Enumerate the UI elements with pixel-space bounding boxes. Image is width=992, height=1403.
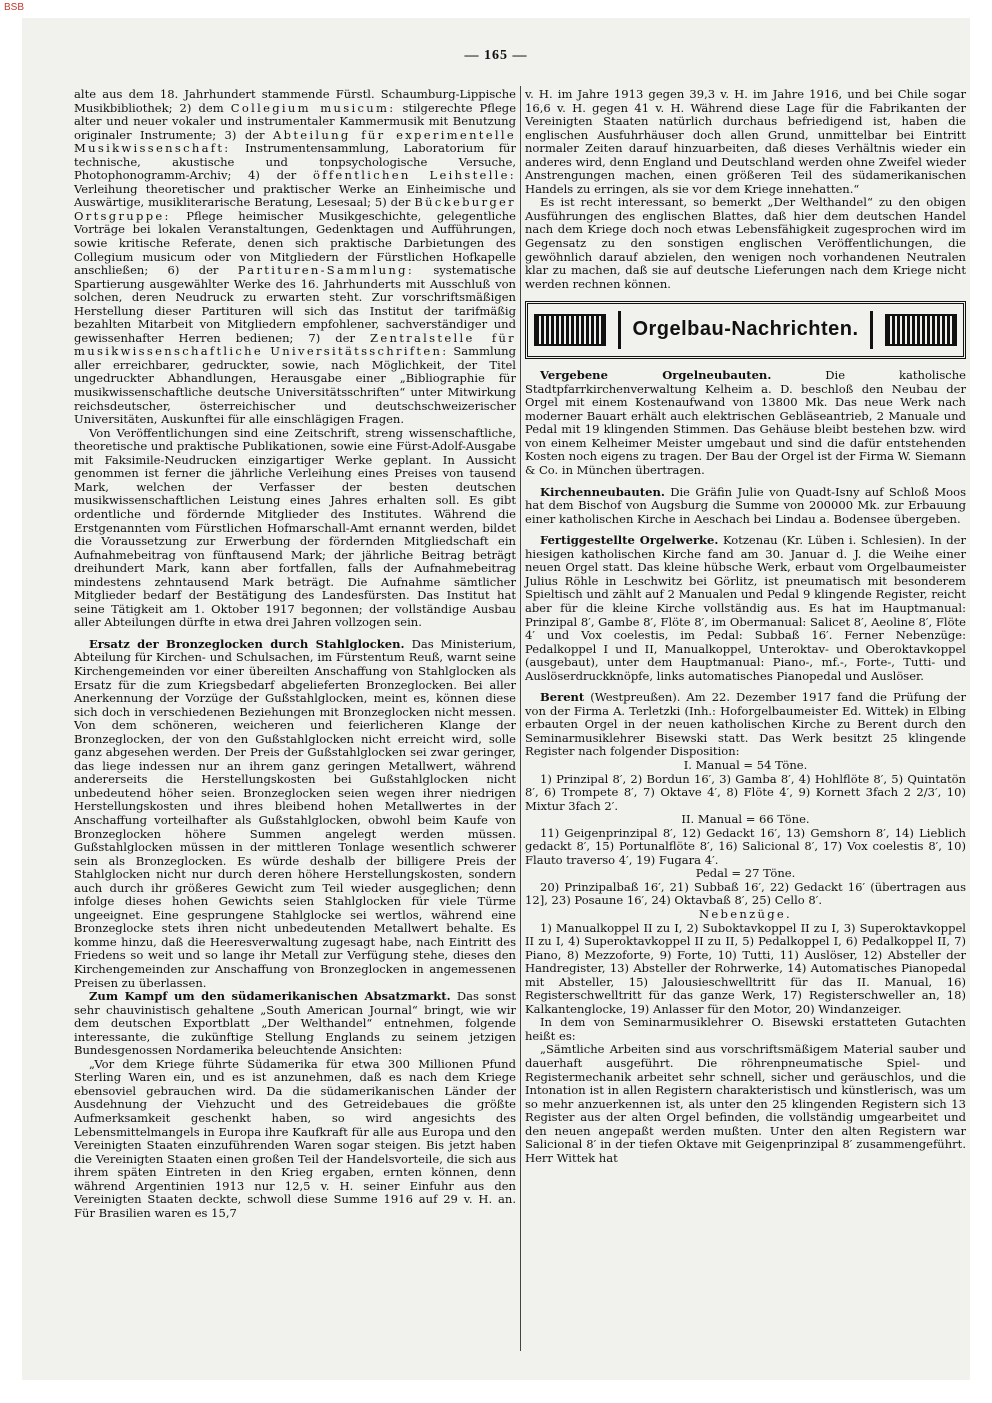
publications-paragraph: Von Veröffentlichungen sind eine Zeitschrift, streng wissenschaftliche, theoretische und praktische Publikationen, sowie eine Fürst-Adolf-Ausgabe mit Faksimile-Neudrucken einzigartiger Werke geplant. In Aussicht genommen ist ferner die jährliche Verleihung eines Preises von tausend Mark, welchen der Verfasser der besten deutschen musikwissenschaftlichen Leistung eines Jahres erhalten soll. Es gibt ordentliche und fördernde Mitglieder des Institutes. Während die Erstgenannten vom Fürstlichen Hofmarschall-Amt ernannt werden, bildet die Voraussetzung zur Erwerbung der fördernden Mitgliedschaft ein Aufnahmebeitrag von fünftausend Mark; der jährliche Beitrag beträgt dreihundert Mark, kann aber fortfallen, falls der Aufnahmebeitrag mindestens zehntausend Mark beträgt. Die Aufnahme sämtlicher Mitglieder bedarf der Bestätigung des Landesfürsten. Das Institut hat seine Tätigkeit am 1. Oktober 1917 begonnen; der vollständige Ausbau aller Abteilungen dürfte in etwa drei Jahren vollzogen sein. xyxy=(74,425,516,630)
scanned-page xyxy=(22,18,970,1380)
church-heading: Kirchenneubauten. xyxy=(540,484,665,499)
pedal-stops: 20) Prinzipalbaß 16′, 21) Subbaß 16′, 22) Gedackt 16′ (übertragen aus 12], 23) Posaune 16′, 24) Oktavbaß 8′, 25) Cello 8′. xyxy=(525,879,966,908)
report-quote: „Sämtliche Arbeiten sind aus vorschriftsmäßigem Material sauber und dauerhaft ausgeführt. Die röhrenpneumatische Spiel- und Registermechanik arbeitet sehr schnell, sicher und geräuschlos, und die Intonation ist in allen Registern charakteristisch und künstlerisch, was um so mehr anzuerkennen ist, als unter den 25 klingenden Registern sich 13 Register aus der alten Orgel befinden, die vollständig umgearbeitet und den neuen angepaßt werden mußten. Unter den alten Registern war Salicional 8′ in der tiefen Oktave mit Geigenprinzipal 8′ zusammengeführt. Herr Wittek hat xyxy=(525,1042,966,1165)
banner-rule-left xyxy=(618,311,621,349)
section-title: Orgelbau-Nachrichten. xyxy=(632,318,859,341)
left-column xyxy=(74,88,516,1220)
manual-1-stops: 1) Prinzipal 8′, 2) Bordun 16′, 3) Gamba 8′, 4) Hohlflöte 8′, 5) Quintatön 8′, 6) Trompete 8′, 7) Oktave 4′, 8) Flöte 4′, 9) Kornett 3fach 2 2/3′, 10) Mixtur 3fach 2′. xyxy=(525,771,966,813)
kotzenau-article: Fertiggestellte Orgelwerke. Kotzenau (Kr. Lüben i. Schlesien). In der hiesigen katholischen Kirche fand am 30. Januar d. J. die Weihe einer neuen Orgel statt. Das kleine hübsche Werk, erbaut vom Orgelbaumeister Julius Röhle in Leschwitz bei Görlitz, ist pneumatisch mit besonderem Spieltisch und zählt auf 2 Manualen und Pedal 9 klingende Register, reicht aber für die kleine Kirche vollständig aus. Es hat im Hauptmanual: Prinzipal 8′, Gambe 8′, Flöte 8′, im Obermanual: Salicet 8′, Aeoline 8′, Flöte 4′ und Vox coelestis, im Pedal: Subbaß 16′. Ferner Nebenzüge: Pedalkoppel I und II, Manualkoppel, Unteroktav- und Oberoktavkoppel (ausgebaut), unter dem Hauptmanual: Piano-, mf.-, Forte-, Tutti- und Auslöserdruckknöpfe, links automatisches Pianopedal und Auslöser. xyxy=(525,533,966,683)
accessories-heading: Nebenzüge. xyxy=(698,906,792,921)
banner-rule-right xyxy=(870,311,873,349)
kelheim-article: Vergebene Orgelneubauten. Die katholische Stadtpfarrkirchenverwaltung Kelheim a. D. beschloß den Neubau der Orgel mit einem Kostenaufwand von 13800 Mk. Das neue Werk nach moderner Bauart erhält auch elektrischen Gebläseantrieb, 2 Manuale und Pedal mit 19 klingenden Stimmen. Das Gehäuse bleibt bestehen bzw. wird von einem Kelheimer Meister umgebaut und sind die dafür entstehenden Kosten noch eigens zu tragen. Der Bau der Orgel ist der Firma W. Siemann & Co. in München übertragen. xyxy=(525,368,966,478)
market-quote-continued: v. H. im Jahre 1913 gegen 39,3 v. H. im Jahre 1916, und bei Chile sogar 16,6 v. H. gegen 41 v. H. Während diese Lage für die Fabrikanten der Vereinigten Staaten natürlich durchaus befriedigend ist, haben die englischen Ausfuhrhäuser doch allen Grund, unmittelbar bei Eintritt normaler Zeiten darauf hinzuarbeiten, daß dieses Verhältnis wieder ein anderes wird, denn England und Deutschland werden ohne Zweifel wieder Anstrengungen machen, einen größeren Teil des südamerikanischen Handels zu erringen, als sie vor dem Kriege innehatten.“ xyxy=(525,87,966,196)
library-stamp: BSB xyxy=(4,2,25,13)
section-banner xyxy=(525,301,966,359)
kelheim-heading: Vergebene Orgelneubauten. xyxy=(540,368,772,383)
pedal-heading: Pedal = 27 Töne. xyxy=(695,866,796,881)
ornament-right xyxy=(885,314,957,346)
welthandel-paragraph: Es ist recht interessant, so bemerkt „Der Welthandel“ zu den obigen Ausführungen des englischen Blattes, daß hier dem deutschen Handel nach dem Kriege doch noch etwas Lebensfähigkeit zugesprochen wird im Gegensatz zu den sonstigen englischen Veröffentlichungen, die gewöhnlich darauf abzielen, den wenigen noch vorhandenen Neutralen klar zu machen, daß sie auf deutsche Lieferungen nach dem Kriege nicht werden rechnen können. xyxy=(525,195,966,291)
bells-article: Ersatz der Bronzeglocken durch Stahlglocken. Das Ministerium, Abteilung für Kirchen- und Schulsachen, im Fürstentum Reuß, warnt seine Kirchengemeinden vor einer übereilten Anschaffung von Stahlglocken als Ersatz für die zum Kriegsbedarf abgelieferten Bronzeglocken. Bei aller Anerkennung der Vorzüge der Gußstahlglocken, meint es, können diese sich doch in verschiedenen Beziehungen mit Bronzeglocken nicht messen. Von dem schöneren, weicheren und feierlicheren Klange der Bronzeglocken, der von den Gußstahlglocken nicht erreicht wird, solle ganz abgesehen werden. Der Preis der Gußstahlglocken sei zwar geringer, das liege indessen nur an ihrem ganz geringen Metallwert, während andererseits die Herstellungskosten bei Gußstahlglocken nicht unbedeutend höher seien. Bronzeglocken seien wegen ihrer niedrigen Herstellungskosten und ihres bleibend hohen Metallwertes in der Anschaffung vorteilhafter als Gußstahlglocken, obwohl beim Kaufe von Bronzeglocken höhere Summen angelegt werden müssen. Gußstahlglocken müssen in der mittleren Tonlage wesentlich schwerer sein als Bronzeglocken. Es würde deshalb der billigere Preis der Stahlglocken nicht nur durch deren höhere Herstellungskosten, sondern auch durch ihr größeres Gewicht zum Teil wieder ausgeglichen; denn infolge dieses hohen Gewichts seien Stahlglocken für viele Türme ungeeignet. Eine gesprungene Stahlglocke sei wertlos, während eine Bronzeglocke stets ihren nicht unbedeutenden Metallwert behalte. Es komme hinzu, daß die Heeresverwaltung zugesagt habe, nach Eintritt des Friedens so weit und so lange ihr Metall zur Verfügung stehe, dieses den Kirchengemeinden zur Anschaffung von Bronzeglocken in angemessenen Preisen zu überlassen. xyxy=(74,636,516,990)
market-quote: „Vor dem Kriege führte Südamerika für etwa 300 Millionen Pfund Sterling Waren ein, und es ist anzunehmen, daß es nach dem Kriege ebensoviel gebrauchen wird. Da die südamerikanischen Länder der Ausdehnung der Viehzucht und des Getreidebaues die größte Aufmerksamkeit geschenkt haben, so wird angesichts des Lebensmittelmangels in Europa ihre Kaufkraft für alle aus Europa und den Vereinigten Staaten einzuführenden Waren sogar steigen. Bis jetzt haben die Vereinigten Staaten einen großen Teil der Handelsvorteile, die sich aus ihrem späten Eintreten in den Krieg ergaben, ernten können, denn während Argentinien 1913 nur 12,5 v. H. seiner Einfuhr aus den Vereinigten Staaten deckte, schwoll diese Summe 1916 auf 29 v. H. an. Für Brasilien waren es 15,7 xyxy=(74,1056,516,1220)
berent-heading: Berent xyxy=(540,690,585,705)
column-divider xyxy=(520,86,521,1351)
right-column xyxy=(525,88,966,1165)
market-article: Zum Kampf um den südamerikanischen Absatzmarkt. Das sonst sehr chauvinistisch gehaltene „South American Journal“ bringt, wie wir dem deutschen Exportblatt „Der Welthandel“ entnehmen, folgende interessante, die zukünftige Stellung Englands zu seinem jetzigen Bundesgenossen Nordamerika beleuchtende Ansichten: xyxy=(74,989,517,1058)
institute-paragraph: alte aus dem 18. Jahrhundert stammende Fürstl. Schaumburg-Lippische Musikbibliothek; 2) dem Collegium musicum: stilgerechte Pflege alter und neuer vokaler und instrumentaler Kammermusik mit Benutzung originaler Instrumente; 3) der Abteilung für experimentelle Musikwissenschaft: Instrumentensammlung, Laboratorium für technische, akustische und tonpsychologische Versuche, Photophonogramm-Archiv; 4) der öffentlichen Leihstelle: Verleihung theoretischer und praktischer Werke an Einheimische und Auswärtige, musikliterarische Beratung, Lesesaal; 5) der Bückeburger Ortsgruppe: Pflege heimischer Musikgeschichte, gelegentliche Vorträge bei lokalen Veranstaltungen, Gedenktagen und Aufführungen, sowie kritische Referate, denen sich praktische Darbietungen des Collegium musicum oder von Mitgliedern der Fürstlichen Hofkapelle anschließen; 6) der Partituren-Sammlung: systematische Spartierung ausgewählter Werke des 16. Jahrhunderts mit Ausschluß von solchen, deren Neudruck zu erwarten steht. Zur vorschriftsmäßigen Herstellung dieser Partituren will sich das Institut der tarifmäßig bezahlten Mitarbeit von Mitgliedern empfohlener, sachverständiger und gewissenhafter Herren bedienen; 7) der Zentralstelle für musikwissenschaftliche Universitätsschriften: Sammlung aller erreichbarer, gedruckter, sowie, nach Möglichkeit, der Titel ungedruckter Abhandlungen, Herausgabe einer „Bibliographie für musikwissenschaftliche deutsche Universitätsschriften“ unter Mitwirkung reichsdeutscher, österreichischer und deutschschweizerischer Universitäten, Auskunftei für alle einschlägigen Fragen. xyxy=(74,87,517,427)
ornament-left xyxy=(534,314,606,346)
kotzenau-heading: Fertiggestellte Orgelwerke. xyxy=(540,533,719,548)
page-number: — 165 — xyxy=(464,48,528,63)
church-article: Kirchenneubauten. Die Gräfin Julie von Quadt-Isny auf Schloß Moos hat dem Bischof von Augsburg die Summe von 200000 Mk. zur Erbauung einer katholischen Kirche in Aeschach bei Lindau a. Bodensee übergeben. xyxy=(525,484,967,526)
manual-2-stops: 11) Geigenprinzipal 8′, 12) Gedackt 16′, 13) Gemshorn 8′, 14) Lieblich gedackt 8′, 15) Portunalflöte 8′, 16) Salicional 8′, 17) Vox coelestis 8′, 10) Flauto traverso 4′, 19) Fugara 4′. xyxy=(525,825,966,867)
berent-article: Berent (Westpreußen). Am 22. Dezember 1917 fand die Prüfung der von der Firma A. Terletzki (Inh.: Hoforgelbaumeister Ed. Wittek) in Elbing erbauten Orgel in der neuen katholischen Kirche zu Berent durch den Seminarmusiklehrer Bisewski statt. Das Werk besitzt 25 klingende Register nach folgender Disposition: xyxy=(525,690,967,759)
report-intro: In dem von Seminarmusiklehrer O. Bisewski erstatteten Gutachten heißt es: xyxy=(525,1015,966,1043)
bells-heading: Ersatz der Bronzeglocken durch Stahlglocken. xyxy=(89,636,405,651)
manual-1-heading: I. Manual = 54 Töne. xyxy=(683,757,808,772)
market-heading: Zum Kampf um den südamerikanischen Absatzmarkt. xyxy=(89,989,451,1004)
manual-2-heading: II. Manual = 66 Töne. xyxy=(681,812,810,827)
accessories-list: 1) Manualkoppel II zu I, 2) Suboktavkoppel II zu I, 3) Superoktavkoppel II zu I, 4) Superoktavkoppel II zu II, 5) Pedalkoppel I, 6) Pedalkoppel II, 7) Piano, 8) Mezzoforte, 9) Forte, 10) Tutti, 11) Auslöser, 12) Absteller der Handregister, 13) Absteller der Rohrwerke, 14) Automatisches Pianopedal mit Absteller, 15) Jalousieschwelltritt für das II. Manual, 16) Registerschwelltritt für das ganze Werk, 17) Registerschweller an, 18) Kalkantenglocke, 19) Anlasser für den Motor, 20) Windanzeiger. xyxy=(525,920,966,1016)
